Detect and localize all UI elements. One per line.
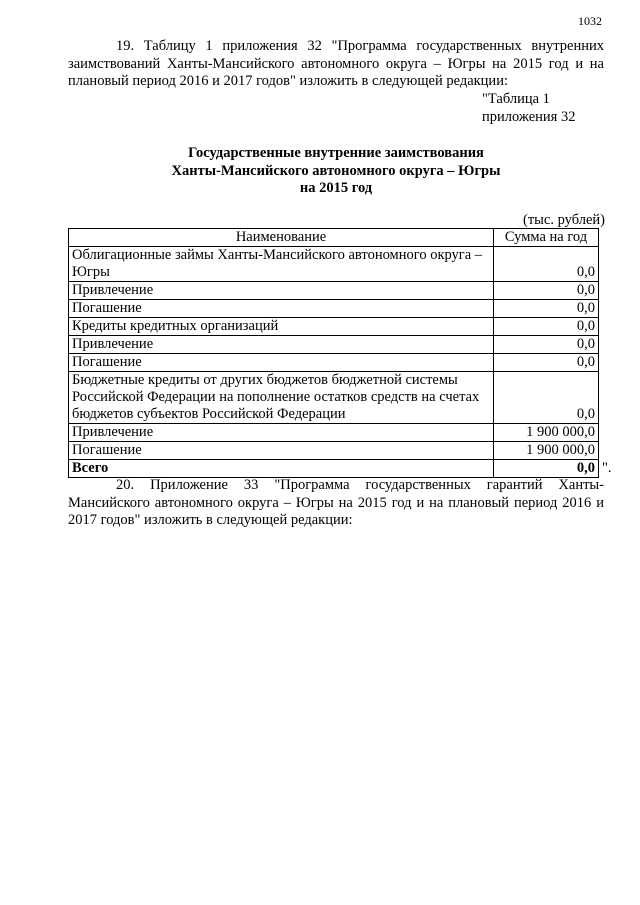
row-name: Погашение bbox=[69, 300, 494, 318]
title-line-2: Ханты-Мансийского автономного округа – Югры bbox=[171, 162, 501, 179]
total-label: Всего bbox=[69, 460, 494, 478]
paragraph-19 bbox=[68, 38, 604, 91]
row-amount: 0,0 bbox=[494, 300, 599, 318]
row-amount: 0,0 bbox=[494, 318, 599, 336]
page-number: 1032 bbox=[578, 14, 602, 28]
row-amount: 0,0 bbox=[494, 354, 599, 372]
table-reference-line-1: "Таблица 1 bbox=[482, 91, 550, 107]
table-reference bbox=[482, 90, 575, 126]
table-row bbox=[69, 300, 599, 318]
total-amount: 0,0 bbox=[494, 460, 599, 478]
row-amount: 1 900 000,0 bbox=[494, 442, 599, 460]
units-label: (тыс. рублей) bbox=[523, 212, 605, 228]
row-name: Облигационные займы Ханты-Мансийского автономного округа – Югры bbox=[69, 247, 494, 282]
paragraph-19-text: 19. Таблицу 1 приложения 32 "Программа государственных внутренних заимствований Ханты-Мансийского автономного округа – Югры на 2015 год и на плановый период 2016 и 2017 годов" изложить в следующей редакции: bbox=[68, 38, 604, 89]
closing-quote: ". bbox=[602, 460, 612, 476]
row-amount: 1 900 000,0 bbox=[494, 424, 599, 442]
table-reference-line-2: приложения 32 bbox=[482, 109, 576, 125]
title-line-1: Государственные внутренние заимствования bbox=[188, 145, 484, 161]
row-amount: 0,0 bbox=[494, 282, 599, 300]
table-row bbox=[69, 442, 599, 460]
table-row bbox=[69, 372, 599, 424]
row-amount: 0,0 bbox=[494, 336, 599, 354]
table-row bbox=[69, 336, 599, 354]
header-amount: Сумма на год bbox=[494, 229, 599, 247]
row-amount: 0,0 bbox=[494, 247, 599, 282]
document-title bbox=[68, 145, 604, 198]
row-name: Привлечение bbox=[69, 282, 494, 300]
borrowing-table bbox=[68, 228, 599, 478]
table-row bbox=[69, 354, 599, 372]
paragraph-20 bbox=[68, 477, 604, 530]
paragraph-20-text: 20. Приложение 33 "Программа государственных гарантий Ханты-Мансийского автономного округа – Югры на 2015 год и на плановый период 2016 и 2017 годов" изложить в следующей редакции: bbox=[68, 477, 604, 528]
title-line-3: на 2015 год bbox=[299, 180, 373, 196]
row-name: Бюджетные кредиты от других бюджетов бюджетной системы Российской Федерации на пополнение остатков средств на счетах бюджетов субъектов Российской Федерации bbox=[69, 372, 494, 424]
row-name: Погашение bbox=[69, 354, 494, 372]
table-header-row bbox=[69, 229, 599, 247]
table-row bbox=[69, 282, 599, 300]
row-name: Привлечение bbox=[69, 424, 494, 442]
row-name: Кредиты кредитных организаций bbox=[69, 318, 494, 336]
table-row bbox=[69, 424, 599, 442]
table-row bbox=[69, 318, 599, 336]
row-name: Привлечение bbox=[69, 336, 494, 354]
table-total-row bbox=[69, 460, 599, 478]
table-row bbox=[69, 247, 599, 282]
header-name: Наименование bbox=[69, 229, 494, 247]
row-amount: 0,0 bbox=[494, 372, 599, 424]
row-name: Погашение bbox=[69, 442, 494, 460]
